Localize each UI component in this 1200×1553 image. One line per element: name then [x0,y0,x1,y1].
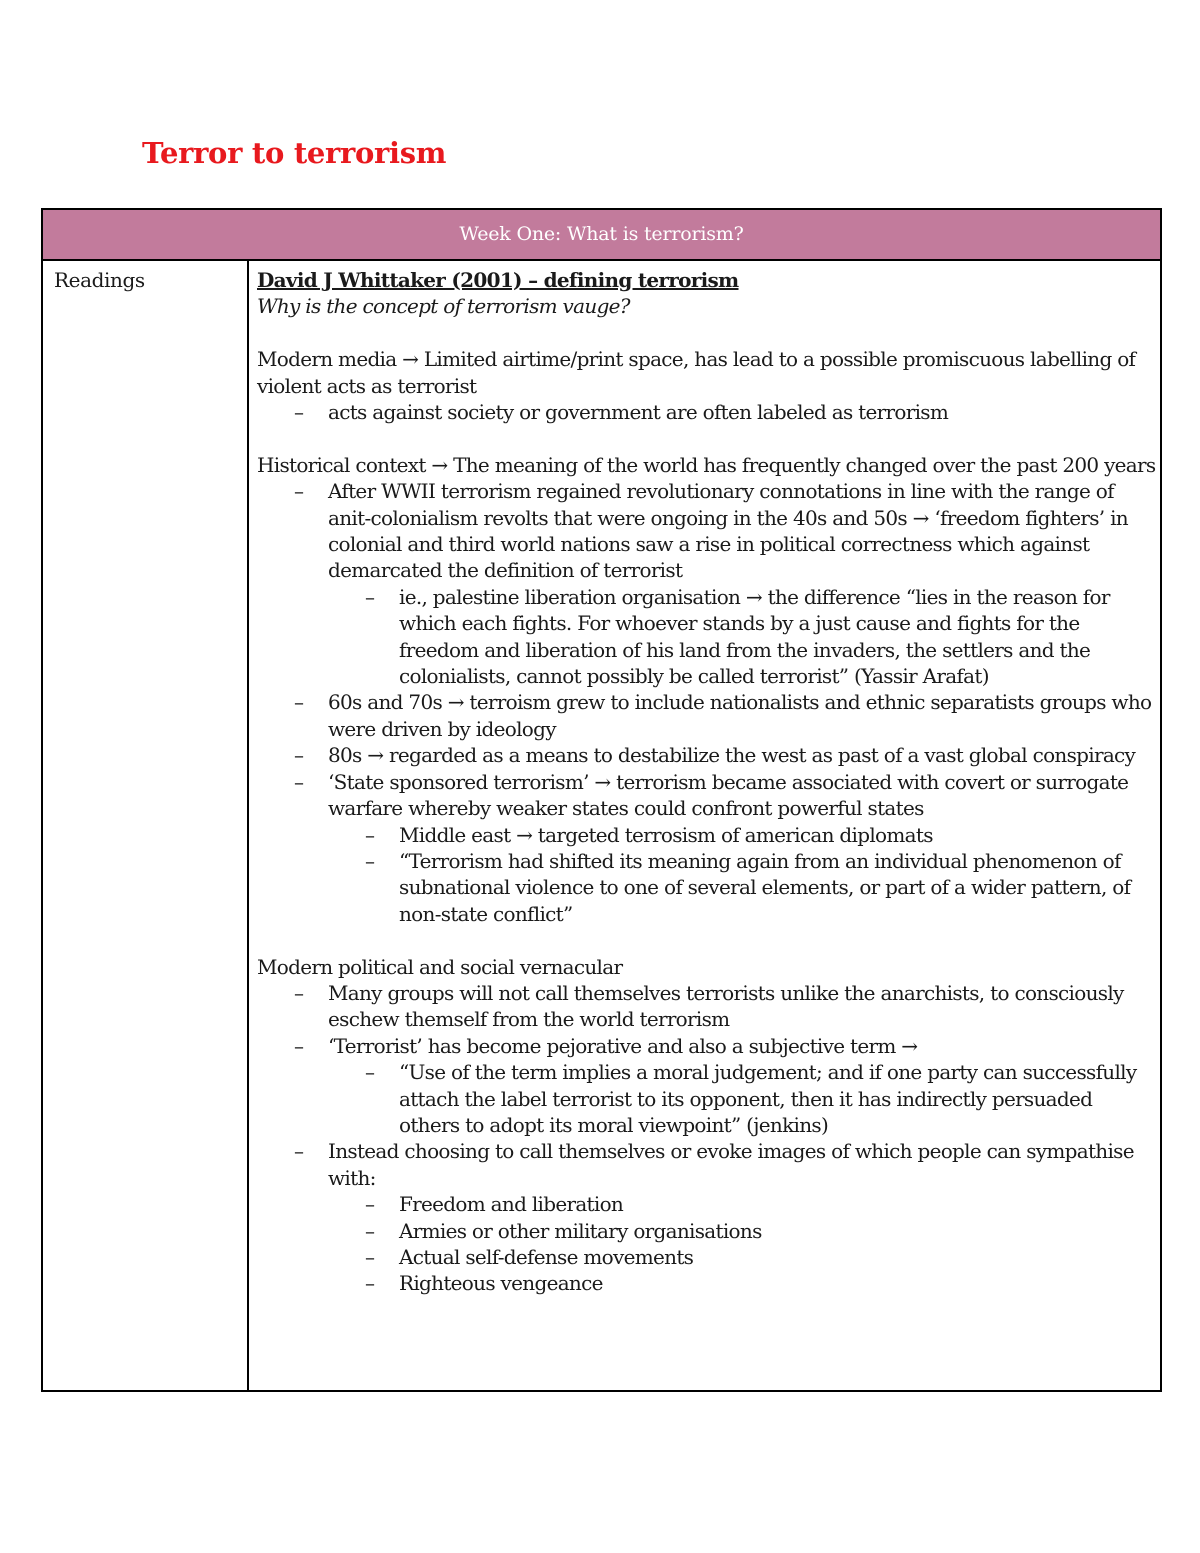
dash-marker: – [294,400,304,425]
sub-bullet-item: – ie., palestine liberation organisation → the difference “lies in the reason for which each fights. For whoever stands by a just cause and fights for the freedom and liberation of his land from the invaders, the settlers and the colonialists, cannot possibly be called terrorist” (Yassir Arafat) [365,584,1110,689]
reading-question: Why is the concept of terrorism vauge? [257,294,630,319]
section-text: Modern media → Limited airtime/print space, has lead to a possible promiscuous labelling of violent acts as terrorist [257,347,1136,398]
bullet-item: – acts against society or government are often labeled as terrorism [294,400,949,425]
bullet-item: – Instead choosing to call themselves or evoke images of which people can sympathise with: [294,1139,1134,1190]
sub-bullet-item: – “Terrorism had shifted its meaning again from an individual phenomenon of subnational violence to one of several elements, or part of a wider pattern, of non-state conflict” [365,848,1131,926]
dash-marker: – [294,1033,304,1058]
column-divider [247,259,249,1390]
document-title: Terror to terrorism [142,136,447,170]
section-text: Modern political and social vernacular [257,954,623,979]
sub-bullet-item: – Freedom and liberation [365,1192,624,1217]
section-text: Historical context → The meaning of the world has frequently changed over the past 200 years [257,452,1156,477]
dash-marker: – [294,769,304,794]
table-header: Week One: What is terrorism? [43,210,1160,261]
reading-title: David J Whittaker (2001) – defining terrorism [257,268,739,292]
dash-marker: – [294,479,304,504]
bullet-item: – ‘State sponsored terrorism’ → terrorism became associated with covert or surrogate warfare whereby weaker states could confront powerful states [294,769,1129,821]
dash-marker: – [294,690,304,715]
dash-marker: – [365,1218,375,1243]
dash-marker: – [365,1060,375,1085]
sub-bullet-item: – “Use of the term implies a moral judgement; and if one party can successfully attach the label terrorist to its opponent, then it has indirectly persuaded others to adopt its moral viewpoint” (jenkins) [365,1060,1137,1137]
dash-marker: – [365,848,375,873]
bullet-item: – ‘Terrorist’ has become pejorative and also a subjective term → [294,1033,918,1058]
dash-marker: – [294,980,304,1005]
bullet-item: – After WWII terrorism regained revolutionary connotations in line with the range of anit-colonialism revolts that were ongoing in the 40s and 50s → ‘freedom fighters’ in colonial and third world nations saw a rise in political correctness which against demarcated the definition of terrorist [294,479,1128,583]
bullet-item: – 60s and 70s → terroism grew to include nationalists and ethnic separatists groups who were driven by ideology [294,690,1152,741]
dash-marker: – [365,1271,375,1296]
sub-bullet-item: – Actual self-defense movements [365,1244,694,1269]
row-label-readings: Readings [54,268,145,292]
sub-bullet-item: – Armies or other military organisations [365,1218,762,1243]
readings-content [257,267,1157,1297]
notes-table [41,208,1162,1392]
bullet-item: – 80s → regarded as a means to destabilize the west as past of a vast global conspiracy [294,743,1136,768]
dash-marker: – [294,743,304,768]
bullet-item: – Many groups will not call themselves terrorists unlike the anarchists, to consciously eschew themself from the world terrorism [294,980,1124,1032]
dash-marker: – [365,1192,375,1217]
sub-bullet-item: – Middle east → targeted terrosism of american diplomats [365,822,933,847]
dash-marker: – [365,1244,375,1269]
dash-marker: – [294,1139,304,1164]
dash-marker: – [365,822,375,847]
dash-marker: – [365,584,375,609]
sub-bullet-item: – Righteous vengeance [365,1271,603,1296]
